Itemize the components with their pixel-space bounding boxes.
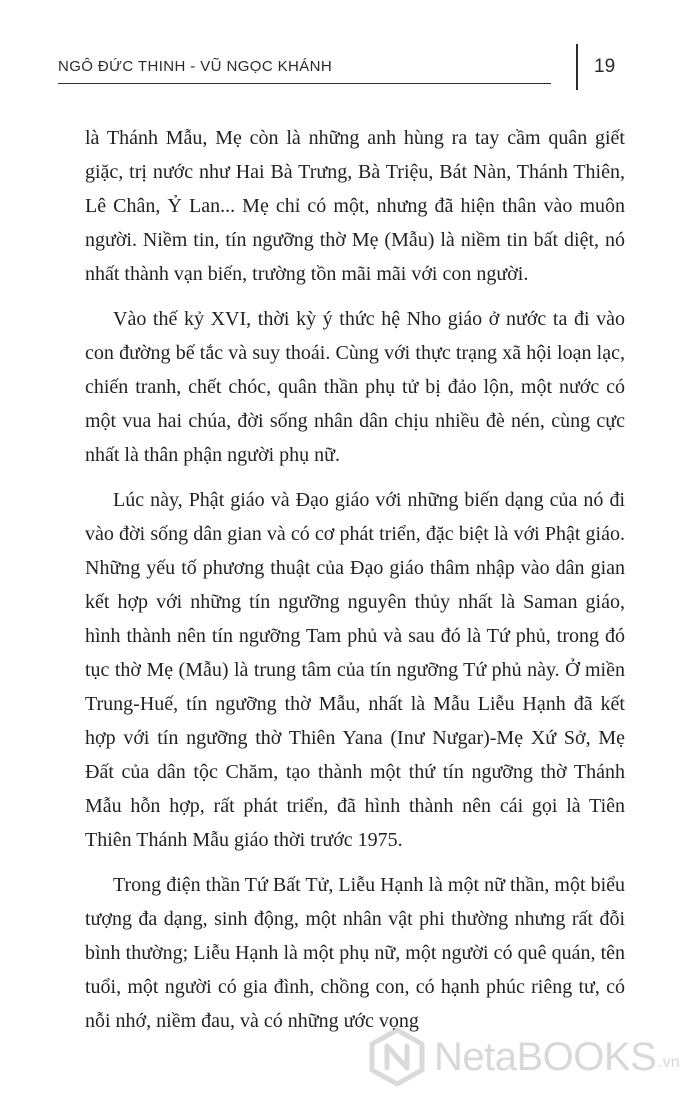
paragraph-2: Vào thế kỷ XVI, thời kỳ ý thức hệ Nho giáo ở nước ta đi vào con đường bế tắc và suy thoái. Cùng với thực trạng xã hội loạn lạc, chiến tranh, chết chóc, quân thần phụ tử bị đảo lộn, một nước có một vua hai chúa, đời sống nhân dân chịu nhiều đè nén, cùng cực nhất là thân phận người phụ nữ. xyxy=(85,308,625,466)
running-header xyxy=(58,57,551,84)
body-text xyxy=(85,121,625,1049)
page-number: 19 xyxy=(594,56,616,77)
watermark-suffix: .vn xyxy=(658,1054,680,1071)
watermark xyxy=(368,1024,683,1090)
watermark-brand: NetaBOOKS xyxy=(434,1035,657,1079)
netabooks-logo-icon xyxy=(368,1028,426,1086)
running-title: NGÔ ĐỨC THINH - VŨ NGỌC KHÁNH xyxy=(58,58,333,75)
paragraph-4: Trong điện thần Tứ Bất Tử, Liễu Hạnh là một nữ thần, một biểu tượng đa dạng, sinh động, một nhân vật phi thường nhưng rất đỗi bình thường; Liễu Hạnh là một phụ nữ, một người có quê quán, tên tuổi, một người có gia đình, chồng con, có hạnh phúc riêng tư, có nỗi nhớ, niềm đau, và có những ước vọng xyxy=(85,874,625,1032)
header-divider xyxy=(576,44,578,90)
paragraph-3: Lúc này, Phật giáo và Đạo giáo với những biến dạng của nó đi vào đời sống dân gian và có cơ phát triển, đặc biệt là với Phật giáo. Những yếu tố phương thuật của Đạo giáo thâm nhập vào dân gian kết hợp với những tín ngưỡng nguyên thủy nhất là Saman giáo, hình thành nên tín ngưỡng Tam phủ và sau đó là Tứ phủ, trong đó tục thờ Mẹ (Mẫu) là trung tâm của tín ngưỡng Tứ phủ này. Ở miền Trung-Huế, tín ngưỡng thờ Mẫu, nhất là Mẫu Liễu Hạnh đã kết hợp với tín ngưỡng thờ Thiên Yana (Inư Nưgar)-Mẹ Xứ Sở, Mẹ Đất của dân tộc Chăm, tạo thành một thứ tín ngưỡng thờ Thánh Mẫu hỗn hợp, rất phát triển, đã hình thành nên cái gọi là Tiên Thiên Thánh Mẫu giáo thời trước 1975. xyxy=(85,489,625,851)
paragraph-1: là Thánh Mẫu, Mẹ còn là những anh hùng ra tay cầm quân giết giặc, trị nước như Hai Bà Trưng, Bà Triệu, Bát Nàn, Thánh Thiên, Lê Chân, Ỷ Lan... Mẹ chỉ có một, nhưng đã hiện thân vào muôn người. Niềm tin, tín ngưỡng thờ Mẹ (Mẫu) là niềm tin bất diệt, nó nhất thành vạn biến, trường tồn mãi mãi với con người. xyxy=(85,127,625,285)
